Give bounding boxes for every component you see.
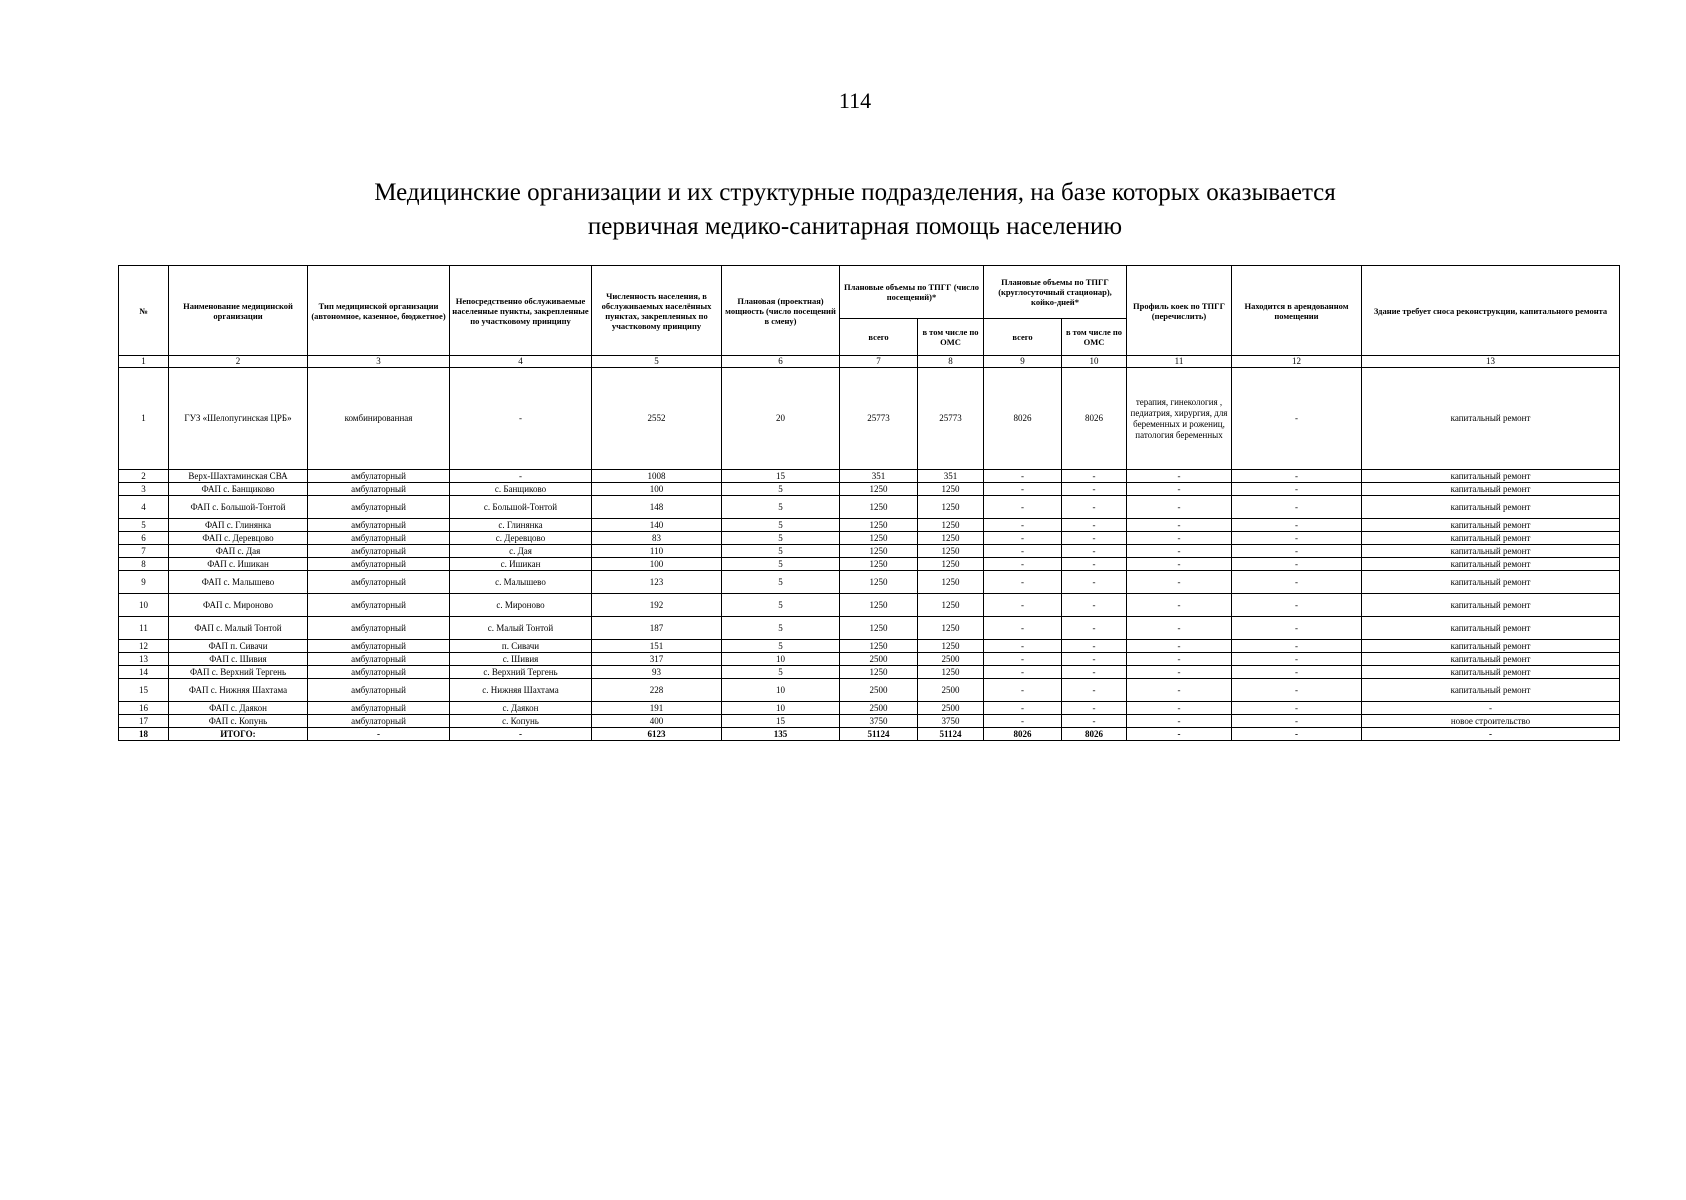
column-number-row bbox=[119, 356, 1620, 368]
cell-population: 187 bbox=[592, 617, 722, 640]
cell-visits-total: 351 bbox=[840, 470, 918, 483]
cell-building: капитальный ремонт bbox=[1362, 519, 1620, 532]
cell-name: ФАП с. Дая bbox=[169, 545, 308, 558]
cell-building: капитальный ремонт bbox=[1362, 470, 1620, 483]
total-row bbox=[119, 728, 1620, 741]
cell-settlements: с. Даякон bbox=[450, 702, 592, 715]
cell-name: ФАП с. Деревцово bbox=[169, 532, 308, 545]
table-row bbox=[119, 470, 1620, 483]
cell-building: капитальный ремонт bbox=[1362, 666, 1620, 679]
cell-rented: - bbox=[1232, 368, 1362, 470]
header-building: Здание требует сноса реконструкции, капитального ремонта bbox=[1362, 266, 1620, 356]
table-row bbox=[119, 679, 1620, 702]
cell-type: амбулаторный bbox=[308, 470, 450, 483]
cell-num: 16 bbox=[119, 702, 169, 715]
cell-visits-total: 2500 bbox=[840, 653, 918, 666]
column-number: 1 bbox=[119, 356, 169, 368]
column-number: 6 bbox=[722, 356, 840, 368]
cell-beds-oms: - bbox=[1062, 702, 1127, 715]
cell-beds-total: - bbox=[984, 571, 1062, 594]
cell-building: капитальный ремонт bbox=[1362, 496, 1620, 519]
cell-type: амбулаторный bbox=[308, 715, 450, 728]
cell-beds-total: - bbox=[984, 715, 1062, 728]
cell-num: 7 bbox=[119, 545, 169, 558]
cell-rented: - bbox=[1232, 594, 1362, 617]
cell-beds-total: - bbox=[984, 558, 1062, 571]
column-number: 13 bbox=[1362, 356, 1620, 368]
cell-rented: - bbox=[1232, 470, 1362, 483]
cell-num: 9 bbox=[119, 571, 169, 594]
cell-name: Верх-Шахтаминская СВА bbox=[169, 470, 308, 483]
column-number: 4 bbox=[450, 356, 592, 368]
cell-building: капитальный ремонт bbox=[1362, 368, 1620, 470]
cell-name: ФАП с. Нижняя Шахтама bbox=[169, 679, 308, 702]
cell-visits-oms: 1250 bbox=[918, 666, 984, 679]
table-row bbox=[119, 666, 1620, 679]
cell-beds-total: 8026 bbox=[984, 368, 1062, 470]
cell-population: 228 bbox=[592, 679, 722, 702]
cell-capacity: 10 bbox=[722, 653, 840, 666]
cell-capacity: 5 bbox=[722, 640, 840, 653]
cell-visits-total: 1250 bbox=[840, 545, 918, 558]
cell-population: 123 bbox=[592, 571, 722, 594]
header-visits-oms: в том числе по ОМС bbox=[918, 319, 984, 356]
cell-settlements: с. Деревцово bbox=[450, 532, 592, 545]
cell-name: ФАП с. Малый Тонтой bbox=[169, 617, 308, 640]
cell-name: ФАП с. Ишикан bbox=[169, 558, 308, 571]
cell-name: ФАП с. Банщиково bbox=[169, 483, 308, 496]
header-num: № bbox=[119, 266, 169, 356]
cell-settlements: с. Копунь bbox=[450, 715, 592, 728]
cell-profile: - bbox=[1127, 702, 1232, 715]
cell-beds-oms: - bbox=[1062, 653, 1127, 666]
table-row bbox=[119, 532, 1620, 545]
cell-profile: - bbox=[1127, 545, 1232, 558]
cell-population: 100 bbox=[592, 558, 722, 571]
cell-rented: - bbox=[1232, 702, 1362, 715]
cell-name: ФАП с. Глинянка bbox=[169, 519, 308, 532]
cell-beds-total: - bbox=[984, 653, 1062, 666]
cell-visits-total: 25773 bbox=[840, 368, 918, 470]
cell-visits-oms: 1250 bbox=[918, 617, 984, 640]
cell-rented: - bbox=[1232, 640, 1362, 653]
cell-settlements: с. Шивия bbox=[450, 653, 592, 666]
cell-beds-oms: - bbox=[1062, 558, 1127, 571]
cell-visits-total: 1250 bbox=[840, 558, 918, 571]
cell-beds-oms: - bbox=[1062, 571, 1127, 594]
cell-capacity: 10 bbox=[722, 702, 840, 715]
cell-visits-total: 1250 bbox=[840, 483, 918, 496]
cell-type: амбулаторный bbox=[308, 496, 450, 519]
cell-visits-oms: 2500 bbox=[918, 702, 984, 715]
table-row bbox=[119, 545, 1620, 558]
cell-rented: - bbox=[1232, 496, 1362, 519]
cell-beds-oms: - bbox=[1062, 617, 1127, 640]
total-cell-name: ИТОГО: bbox=[169, 728, 308, 741]
total-cell-type: - bbox=[308, 728, 450, 741]
cell-profile: - bbox=[1127, 470, 1232, 483]
cell-beds-oms: - bbox=[1062, 715, 1127, 728]
cell-beds-total: - bbox=[984, 640, 1062, 653]
cell-name: ФАП с. Мироново bbox=[169, 594, 308, 617]
header-beds-total: всего bbox=[984, 319, 1062, 356]
cell-capacity: 10 bbox=[722, 679, 840, 702]
cell-profile: - bbox=[1127, 496, 1232, 519]
cell-beds-total: - bbox=[984, 496, 1062, 519]
cell-num: 5 bbox=[119, 519, 169, 532]
cell-profile: - bbox=[1127, 653, 1232, 666]
cell-visits-total: 1250 bbox=[840, 617, 918, 640]
cell-population: 83 bbox=[592, 532, 722, 545]
title-line-2: первичная медико-санитарная помощь населению bbox=[587, 213, 1123, 240]
cell-name: ФАП с. Большой-Тонтой bbox=[169, 496, 308, 519]
column-number: 3 bbox=[308, 356, 450, 368]
column-number: 8 bbox=[918, 356, 984, 368]
column-number: 2 bbox=[169, 356, 308, 368]
total-cell-visits-total: 51124 bbox=[840, 728, 918, 741]
cell-settlements: - bbox=[450, 470, 592, 483]
table-row bbox=[119, 594, 1620, 617]
cell-profile: - bbox=[1127, 558, 1232, 571]
cell-name: ФАП с. Даякон bbox=[169, 702, 308, 715]
document-title bbox=[0, 176, 1686, 244]
cell-type: амбулаторный bbox=[308, 702, 450, 715]
cell-settlements: с. Нижняя Шахтама bbox=[450, 679, 592, 702]
column-number: 12 bbox=[1232, 356, 1362, 368]
column-number: 11 bbox=[1127, 356, 1232, 368]
column-number: 10 bbox=[1062, 356, 1127, 368]
cell-visits-total: 1250 bbox=[840, 571, 918, 594]
table-row bbox=[119, 558, 1620, 571]
cell-rented: - bbox=[1232, 519, 1362, 532]
column-number: 7 bbox=[840, 356, 918, 368]
cell-beds-oms: - bbox=[1062, 496, 1127, 519]
cell-type: амбулаторный bbox=[308, 545, 450, 558]
cell-type: амбулаторный bbox=[308, 532, 450, 545]
cell-building: капитальный ремонт bbox=[1362, 532, 1620, 545]
total-cell-beds-oms: 8026 bbox=[1062, 728, 1127, 741]
cell-rented: - bbox=[1232, 617, 1362, 640]
cell-building: - bbox=[1362, 702, 1620, 715]
header-profile: Профиль коек по ТПГГ (перечислить) bbox=[1127, 266, 1232, 356]
cell-profile: - bbox=[1127, 594, 1232, 617]
cell-capacity: 5 bbox=[722, 617, 840, 640]
cell-visits-total: 1250 bbox=[840, 666, 918, 679]
cell-rented: - bbox=[1232, 653, 1362, 666]
cell-population: 192 bbox=[592, 594, 722, 617]
cell-visits-oms: 1250 bbox=[918, 640, 984, 653]
cell-rented: - bbox=[1232, 666, 1362, 679]
cell-visits-total: 2500 bbox=[840, 702, 918, 715]
cell-rented: - bbox=[1232, 571, 1362, 594]
header-type: Тип медицинской организации (автономное, казенное, бюджетное) bbox=[308, 266, 450, 356]
cell-rented: - bbox=[1232, 532, 1362, 545]
cell-type: амбулаторный bbox=[308, 571, 450, 594]
column-number: 9 bbox=[984, 356, 1062, 368]
cell-building: капитальный ремонт bbox=[1362, 571, 1620, 594]
total-cell-beds-total: 8026 bbox=[984, 728, 1062, 741]
cell-settlements: с. Малышево bbox=[450, 571, 592, 594]
cell-settlements: с. Мироново bbox=[450, 594, 592, 617]
cell-capacity: 15 bbox=[722, 470, 840, 483]
cell-capacity: 5 bbox=[722, 519, 840, 532]
cell-visits-oms: 3750 bbox=[918, 715, 984, 728]
cell-name: ФАП п. Сивачи bbox=[169, 640, 308, 653]
cell-num: 17 bbox=[119, 715, 169, 728]
cell-beds-total: - bbox=[984, 483, 1062, 496]
cell-name: ФАП с. Верхний Тергень bbox=[169, 666, 308, 679]
table-row bbox=[119, 519, 1620, 532]
cell-num: 14 bbox=[119, 666, 169, 679]
cell-building: капитальный ремонт bbox=[1362, 483, 1620, 496]
header-population: Численность населения, в обслуживаемых населённых пунктах, закрепленных по участковому принципу bbox=[592, 266, 722, 356]
cell-settlements: п. Сивачи bbox=[450, 640, 592, 653]
header-beds-oms: в том числе по ОМС bbox=[1062, 319, 1127, 356]
table-row bbox=[119, 483, 1620, 496]
table-row bbox=[119, 715, 1620, 728]
cell-beds-total: - bbox=[984, 702, 1062, 715]
cell-visits-oms: 1250 bbox=[918, 594, 984, 617]
cell-visits-oms: 1250 bbox=[918, 496, 984, 519]
cell-beds-total: - bbox=[984, 617, 1062, 640]
cell-population: 100 bbox=[592, 483, 722, 496]
cell-capacity: 5 bbox=[722, 545, 840, 558]
cell-visits-total: 1250 bbox=[840, 640, 918, 653]
table-row bbox=[119, 368, 1620, 470]
cell-building: капитальный ремонт bbox=[1362, 640, 1620, 653]
cell-beds-total: - bbox=[984, 679, 1062, 702]
cell-building: капитальный ремонт bbox=[1362, 545, 1620, 558]
cell-beds-total: - bbox=[984, 594, 1062, 617]
total-cell-profile: - bbox=[1127, 728, 1232, 741]
table-row bbox=[119, 653, 1620, 666]
cell-rented: - bbox=[1232, 715, 1362, 728]
total-cell-num: 18 bbox=[119, 728, 169, 741]
cell-type: амбулаторный bbox=[308, 617, 450, 640]
cell-settlements: с. Глинянка bbox=[450, 519, 592, 532]
header-settlements: Непосредственно обслуживаемые населенные пункты, закрепленные по участковому принципу bbox=[450, 266, 592, 356]
cell-beds-oms: - bbox=[1062, 483, 1127, 496]
cell-profile: - bbox=[1127, 617, 1232, 640]
cell-beds-oms: - bbox=[1062, 470, 1127, 483]
cell-population: 317 bbox=[592, 653, 722, 666]
cell-capacity: 20 bbox=[722, 368, 840, 470]
cell-type: амбулаторный bbox=[308, 519, 450, 532]
cell-profile: - bbox=[1127, 571, 1232, 594]
cell-num: 3 bbox=[119, 483, 169, 496]
cell-visits-oms: 2500 bbox=[918, 653, 984, 666]
cell-population: 1008 bbox=[592, 470, 722, 483]
cell-profile: - bbox=[1127, 519, 1232, 532]
cell-settlements: с. Большой-Тонтой bbox=[450, 496, 592, 519]
cell-num: 6 bbox=[119, 532, 169, 545]
table-body bbox=[119, 368, 1620, 741]
cell-visits-total: 1250 bbox=[840, 519, 918, 532]
cell-population: 140 bbox=[592, 519, 722, 532]
cell-name: ФАП с. Шивия bbox=[169, 653, 308, 666]
cell-capacity: 5 bbox=[722, 483, 840, 496]
cell-profile: - bbox=[1127, 483, 1232, 496]
cell-capacity: 5 bbox=[722, 532, 840, 545]
cell-visits-oms: 1250 bbox=[918, 571, 984, 594]
cell-visits-oms: 1250 bbox=[918, 519, 984, 532]
cell-num: 1 bbox=[119, 368, 169, 470]
cell-beds-oms: - bbox=[1062, 679, 1127, 702]
table-row bbox=[119, 496, 1620, 519]
header-capacity: Плановая (проектная) мощность (число посещений в смену) bbox=[722, 266, 840, 356]
cell-capacity: 5 bbox=[722, 666, 840, 679]
cell-beds-oms: - bbox=[1062, 666, 1127, 679]
cell-settlements: с. Ишикан bbox=[450, 558, 592, 571]
cell-num: 15 bbox=[119, 679, 169, 702]
cell-beds-total: - bbox=[984, 545, 1062, 558]
cell-beds-oms: - bbox=[1062, 545, 1127, 558]
cell-beds-oms: - bbox=[1062, 640, 1127, 653]
cell-capacity: 15 bbox=[722, 715, 840, 728]
cell-profile: - bbox=[1127, 532, 1232, 545]
cell-num: 11 bbox=[119, 617, 169, 640]
cell-beds-total: - bbox=[984, 532, 1062, 545]
cell-population: 151 bbox=[592, 640, 722, 653]
total-cell-building: - bbox=[1362, 728, 1620, 741]
cell-capacity: 5 bbox=[722, 496, 840, 519]
cell-capacity: 5 bbox=[722, 571, 840, 594]
cell-visits-total: 2500 bbox=[840, 679, 918, 702]
cell-type: амбулаторный bbox=[308, 653, 450, 666]
header-tpgg-beds: Плановые объемы по ТПГГ (круглосуточный стационар), койко-дней* bbox=[984, 266, 1127, 319]
cell-beds-total: - bbox=[984, 666, 1062, 679]
header-tpgg-visits: Плановые объемы по ТПГГ (число посещений)* bbox=[840, 266, 984, 319]
cell-building: капитальный ремонт bbox=[1362, 653, 1620, 666]
cell-profile: - bbox=[1127, 715, 1232, 728]
cell-visits-oms: 1250 bbox=[918, 558, 984, 571]
total-cell-rented: - bbox=[1232, 728, 1362, 741]
header-name: Наименование медицинской организации bbox=[169, 266, 308, 356]
cell-beds-total: - bbox=[984, 519, 1062, 532]
cell-profile: терапия, гинекология , педиатрия, хирургия, для беременных и рожениц, патология беременных bbox=[1127, 368, 1232, 470]
cell-num: 13 bbox=[119, 653, 169, 666]
cell-population: 93 bbox=[592, 666, 722, 679]
header-rented: Находится в арендованном помещении bbox=[1232, 266, 1362, 356]
cell-visits-oms: 1250 bbox=[918, 545, 984, 558]
cell-visits-oms: 351 bbox=[918, 470, 984, 483]
total-cell-capacity: 135 bbox=[722, 728, 840, 741]
cell-visits-oms: 2500 bbox=[918, 679, 984, 702]
header-visits-total: всего bbox=[840, 319, 918, 356]
title-line-1: Медицинские организации и их структурные подразделения, на базе которых оказывается bbox=[374, 179, 1336, 206]
table-row bbox=[119, 640, 1620, 653]
cell-num: 4 bbox=[119, 496, 169, 519]
cell-population: 148 bbox=[592, 496, 722, 519]
cell-visits-total: 1250 bbox=[840, 594, 918, 617]
column-number: 5 bbox=[592, 356, 722, 368]
cell-building: новое строительство bbox=[1362, 715, 1620, 728]
cell-beds-oms: - bbox=[1062, 519, 1127, 532]
cell-settlements: с. Банщиково bbox=[450, 483, 592, 496]
cell-rented: - bbox=[1232, 558, 1362, 571]
cell-settlements: с. Верхний Тергень bbox=[450, 666, 592, 679]
total-cell-population: 6123 bbox=[592, 728, 722, 741]
cell-beds-oms: - bbox=[1062, 532, 1127, 545]
cell-type: амбулаторный bbox=[308, 483, 450, 496]
table-row bbox=[119, 571, 1620, 594]
cell-visits-total: 1250 bbox=[840, 496, 918, 519]
cell-building: капитальный ремонт bbox=[1362, 679, 1620, 702]
cell-settlements: с. Дая bbox=[450, 545, 592, 558]
cell-visits-oms: 25773 bbox=[918, 368, 984, 470]
cell-num: 12 bbox=[119, 640, 169, 653]
table-row bbox=[119, 702, 1620, 715]
cell-beds-oms: 8026 bbox=[1062, 368, 1127, 470]
table-row bbox=[119, 617, 1620, 640]
cell-profile: - bbox=[1127, 640, 1232, 653]
cell-num: 2 bbox=[119, 470, 169, 483]
cell-type: амбулаторный bbox=[308, 594, 450, 617]
cell-name: ФАП с. Малышево bbox=[169, 571, 308, 594]
cell-visits-oms: 1250 bbox=[918, 483, 984, 496]
page-number: 114 bbox=[838, 88, 872, 113]
cell-settlements: с. Малый Тонтой bbox=[450, 617, 592, 640]
cell-name: ФАП с. Копунь bbox=[169, 715, 308, 728]
cell-rented: - bbox=[1232, 483, 1362, 496]
cell-profile: - bbox=[1127, 679, 1232, 702]
cell-settlements: - bbox=[450, 368, 592, 470]
cell-building: капитальный ремонт bbox=[1362, 617, 1620, 640]
total-cell-visits-oms: 51124 bbox=[918, 728, 984, 741]
cell-building: капитальный ремонт bbox=[1362, 594, 1620, 617]
organizations-table bbox=[118, 265, 1620, 741]
cell-beds-total: - bbox=[984, 470, 1062, 483]
cell-type: амбулаторный bbox=[308, 679, 450, 702]
cell-capacity: 5 bbox=[722, 594, 840, 617]
cell-profile: - bbox=[1127, 666, 1232, 679]
cell-type: амбулаторный bbox=[308, 666, 450, 679]
total-cell-settlements: - bbox=[450, 728, 592, 741]
cell-type: амбулаторный bbox=[308, 558, 450, 571]
cell-rented: - bbox=[1232, 545, 1362, 558]
cell-population: 2552 bbox=[592, 368, 722, 470]
cell-num: 10 bbox=[119, 594, 169, 617]
cell-visits-oms: 1250 bbox=[918, 532, 984, 545]
cell-num: 8 bbox=[119, 558, 169, 571]
cell-name: ГУЗ «Шелопугинская ЦРБ» bbox=[169, 368, 308, 470]
cell-building: капитальный ремонт bbox=[1362, 558, 1620, 571]
cell-population: 400 bbox=[592, 715, 722, 728]
cell-rented: - bbox=[1232, 679, 1362, 702]
cell-type: комбинированная bbox=[308, 368, 450, 470]
cell-visits-total: 3750 bbox=[840, 715, 918, 728]
cell-beds-oms: - bbox=[1062, 594, 1127, 617]
cell-population: 110 bbox=[592, 545, 722, 558]
cell-population: 191 bbox=[592, 702, 722, 715]
cell-capacity: 5 bbox=[722, 558, 840, 571]
cell-type: амбулаторный bbox=[308, 640, 450, 653]
cell-visits-total: 1250 bbox=[840, 532, 918, 545]
